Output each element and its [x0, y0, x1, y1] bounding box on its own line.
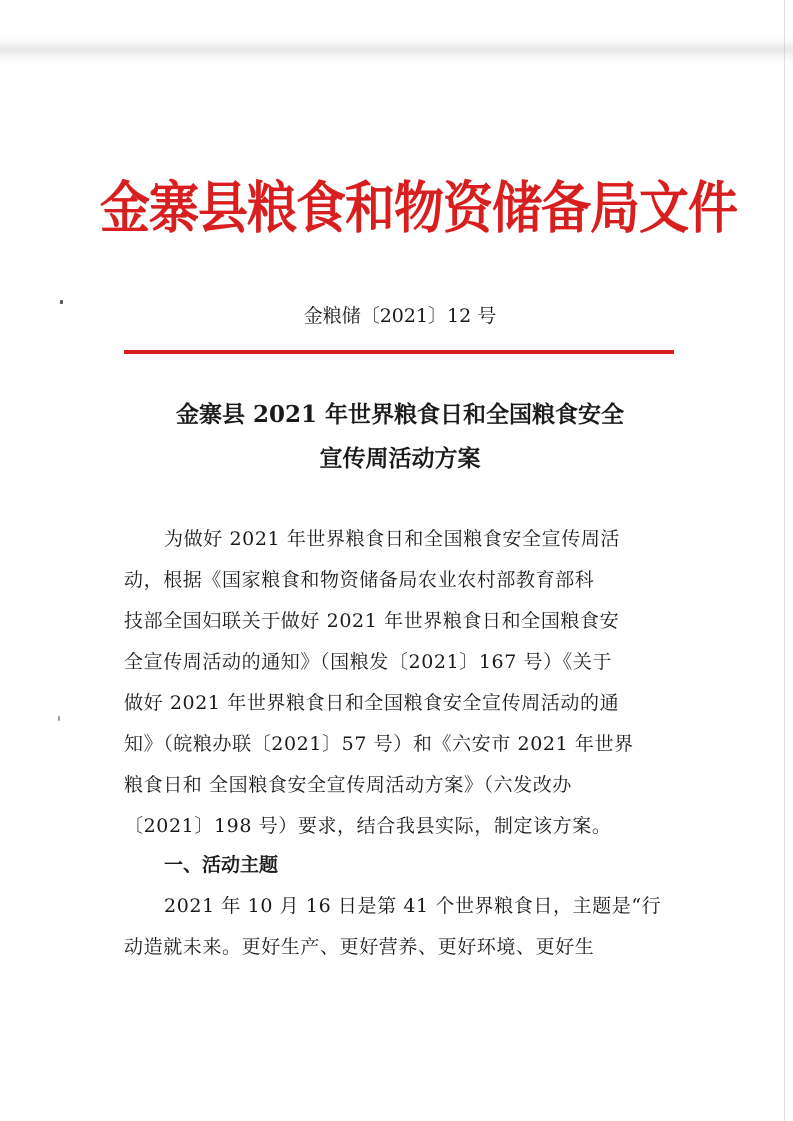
paragraph-2-line: 2021 年 10 月 16 日是第 41 个世界粮食日，主题是“行	[164, 895, 662, 917]
paragraph-1-line: 做好 2021 年世界粮食日和全国粮食安全宣传周活动的通	[124, 692, 620, 714]
issuer-header-title: 金寨县粮食和物资储备局文件	[100, 174, 737, 241]
paragraph-1-line: 为做好 2021 年世界粮食日和全国粮食安全宣传周活	[164, 528, 621, 550]
page-edge-line	[784, 0, 785, 1121]
paragraph-1-line: 技部全国妇联关于做好 2021 年世界粮食日和全国粮食安	[124, 610, 620, 632]
document-title-line-2: 宣传周活动方案	[319, 445, 481, 472]
paragraph-1-line: 〔2021〕198 号）要求，结合我县实际，制定该方案。	[124, 815, 612, 837]
scan-speck	[60, 300, 63, 304]
document-number: 金粮储〔2021〕12 号	[303, 305, 497, 327]
paragraph-1-line: 全宣传周活动的通知》（国粮发〔2021〕167 号）《关于	[124, 651, 613, 673]
section-heading-1: 一、活动主题	[164, 854, 279, 876]
scan-shadow-band	[0, 38, 793, 64]
paragraph-2-line: 动造就未来。更好生产、更好营养、更好环境、更好生	[124, 936, 595, 958]
paragraph-1-line: 知》（皖粮办联〔2021〕57 号）和《六安市 2021 年世界	[124, 733, 634, 755]
document-title-line-1: 金寨县 2021 年世界粮食日和全国粮食安全	[175, 401, 625, 428]
paragraph-1-line: 动，根据《国家粮食和物资储备局农业农村部教育部科	[124, 569, 595, 591]
red-separator-line	[124, 350, 674, 354]
paragraph-1-line: 粮食日和 全国粮食安全宣传周活动方案》（六发改办	[124, 774, 572, 796]
scan-speck	[58, 716, 60, 721]
